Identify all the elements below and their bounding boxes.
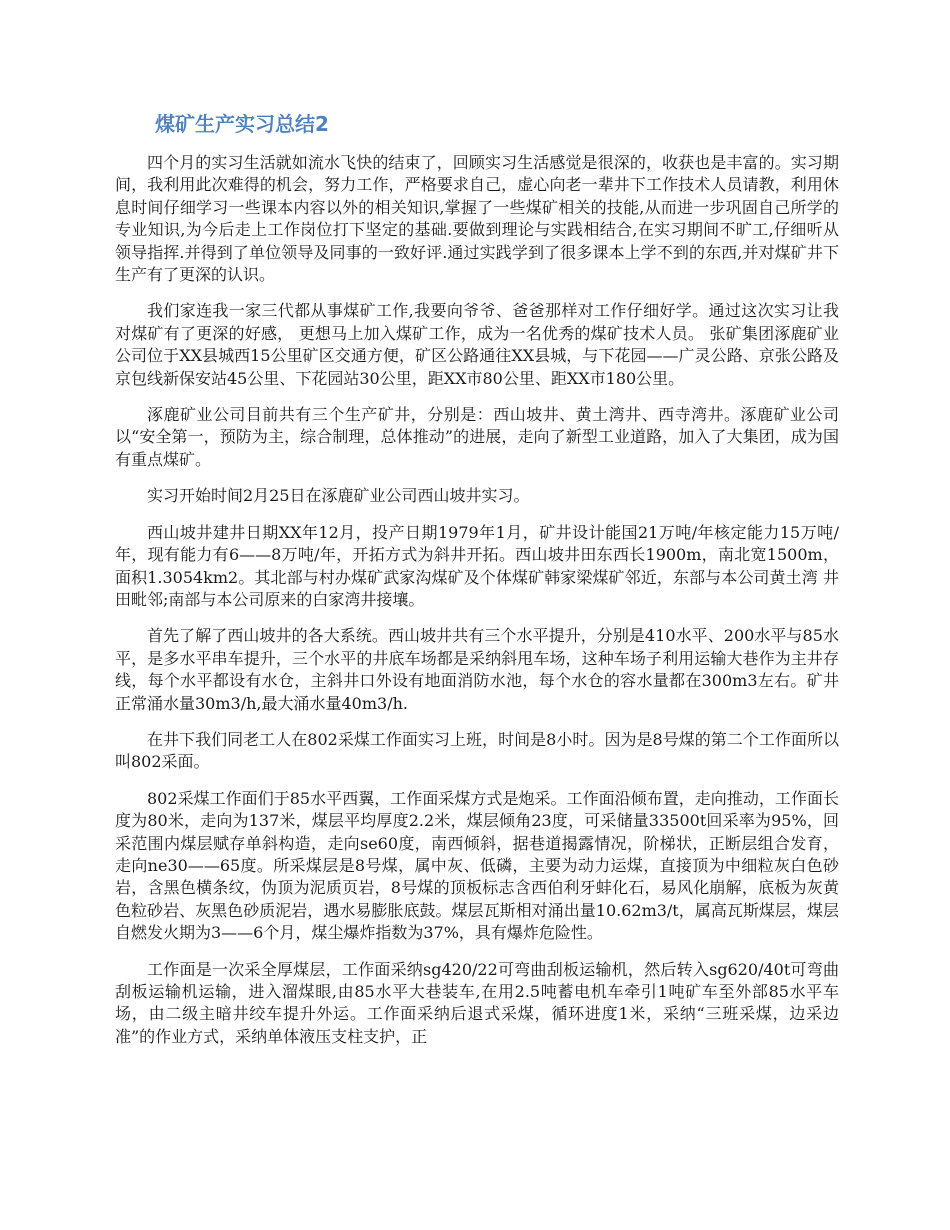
paragraph-mining-method: 工作面是一次采全厚煤层，工作面采纳sg420/22可弯曲刮板运输机，然后转入sg620/40t可弯曲刮板运输机运输，进入溜煤眼,由85水平大巷装车,在用2.5吨蓄电机车牵引1吨矿车至外部85水平车场，由二级主暗井绞车提升外运。工作面采纳后退式采煤，循环进度1米，采纳“三班采煤，边采边准”的作业方式，采纳单体液压支柱支护，正 bbox=[115, 959, 839, 1046]
paragraph-intro: 四个月的实习生活就如流水飞快的结束了，回顾实习生活感觉是很深的，收获也是丰富的。实习期间，我利用此次难得的机会，努力工作，严格要求自己，虚心向老一辈井下工作技术人员请教，利用休息时间仔细学习一些课本内容以外的相关知识,掌握了一些煤矿相关的技能,从而进一步巩固自己所学的专业知识,为今后走上工作岗位打下坚定的基础.要做到理论与实践相结合,在实习期间不旷工,仔细听从领导指挥.并得到了单位领导及同事的一致好评.通过实践学到了很多课本上学不到的东西,并对煤矿井下生产有了更深的认识。 bbox=[115, 153, 839, 285]
paragraph-family: 我们家连我一家三代都从事煤矿工作,我要向爷爷、爸爸那样对工作仔细好学。通过这次实习让我对煤矿有了更深的好感， 更想马上加入煤矿工作，成为一名优秀的煤矿技术人员。 张矿集团涿鹿矿业公司位于XX县城西15公里矿区交通方便，矿区公路通往XX县城，与下花园——广灵公路、京张公路及京包线新保安站45公里、下花园站30公里，距XX市80公里、距XX市180公里。 bbox=[115, 301, 839, 388]
document-title: 煤矿生产实习总结2 bbox=[155, 112, 329, 136]
paragraph-systems: 首先了解了西山坡井的各大系统。西山坡井共有三个水平提升，分别是410水平、200水平与85水平，是多水平串车提升，三个水平的井底车场都是采纳斜甩车场，这种车场子利用运输大巷作为主井存线，每个水平都设有水仓，主斜井口外设有地面消防水池，每个水仓的容水量都在300m3左右。矿井正常涌水量30m3/h,最大涌水量40m3/h. bbox=[115, 626, 839, 713]
paragraph-workface-details: 802采煤工作面们于85水平西翼，工作面采煤方式是炮采。工作面沿倾布置，走向推动，工作面长度为80米，走向为137米，煤层平均厚度2.2米，煤层倾角23度，可采储量33500t回采率为95%，回采范围内煤层赋存单斜构造，走向se60度，南西倾斜，据巷道揭露情况，阶梯状，正断层组合发育，走向ne30——65度。所采煤层是8号煤，属中灰、低磷，主要为动力运煤，直接顶为中细粒灰白色砂岩，含黑色横条纹，伪顶为泥质页岩，8号煤的顶板标志含西伯利牙蚌化石，易风化崩解，底板为灰黄色粒砂岩、灰黑色砂质泥岩，遇水易膨胀底鼓。煤层瓦斯相对涌出量10.62m3/t，属高瓦斯煤层，煤层自燃发火期为3——6个月，煤尘爆炸指数为37%，具有爆炸危险性。 bbox=[115, 788, 839, 943]
paragraph-start-date: 实习开始时间2月25日在涿鹿矿业公司西山坡井实习。 bbox=[147, 486, 530, 506]
paragraph-workface-intro: 在井下我们同老工人在802采煤工作面实习上班，时间是8小时。因为是8号煤的第二个工作面所以叫802采面。 bbox=[115, 729, 839, 772]
paragraph-company: 涿鹿矿业公司目前共有三个生产矿井，分别是：西山坡井、黄土湾井、西寺湾井。涿鹿矿业公司以“安全第一，预防为主，综合制理，总体推动”的进展，走向了新型工业道路，加入了大集团，成为国有重点煤矿。 bbox=[115, 405, 839, 469]
paragraph-mine-overview: 西山坡井建井日期XX年12月，投产日期1979年1月，矿井设计能国21万吨/年核定能力15万吨/年，现有能力有6——8万吨/年，开拓方式为斜井开拓。西山坡井田东西长1900m，南北宽1500m，面积1.3054km2。其北部与村办煤矿武家沟煤矿及个体煤矿韩家梁煤矿邻近，东部与本公司黄土湾 井田毗邻;南部与本公司原来的白家湾井接壤。 bbox=[115, 522, 839, 609]
